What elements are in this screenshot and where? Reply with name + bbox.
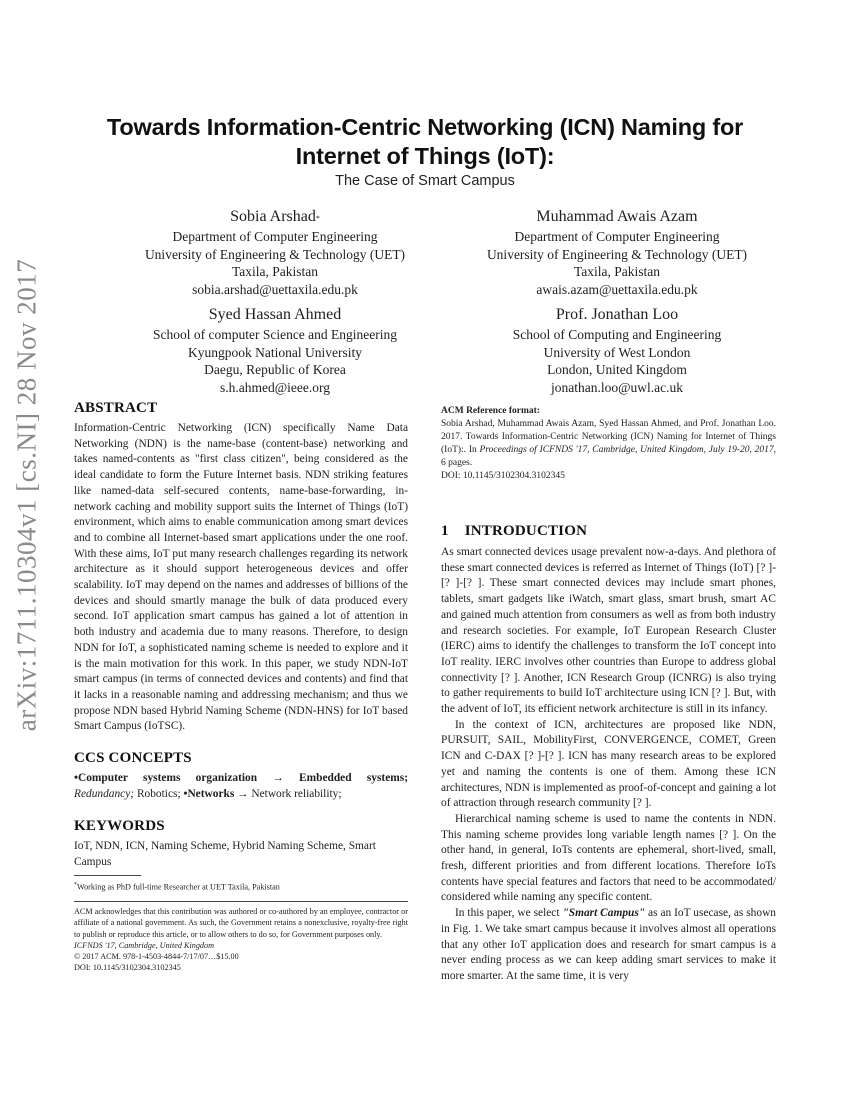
author-location: Daegu, Republic of Korea (204, 362, 346, 377)
author-name: Prof. Jonathan Loo (555, 306, 679, 323)
author-block (110, 304, 440, 396)
copyright-notice: ACM acknowledges that this contribution was authored or co-authored by an employee, contractor or affiliate of a national government. As such, the Government retains a nonexclusive, royalty-free right to publish or reproduce this article, or to allow others to do so, for Government purposes only. (74, 907, 408, 939)
copyright-isbn: © 2017 ACM. 978-1-4503-4844-7/17/07…$15.00 (74, 952, 239, 962)
author-footnote (74, 880, 408, 893)
footnote-divider (74, 875, 141, 876)
ccs-concept-1-target: Embedded systems; (299, 772, 408, 784)
paper-subtitle: The Case of Smart Campus (335, 173, 515, 189)
author-name: Sobia Arshad* (230, 208, 320, 225)
abstract-heading: ABSTRACT (74, 400, 158, 416)
intro-paragraph-4 (441, 906, 776, 985)
author-institution: University of Engineering & Technology (UET) (486, 246, 748, 262)
author-department: Department of Computer Engineering (514, 229, 720, 244)
author-institution: University of Engineering & Technology (UET) (144, 246, 406, 262)
intro-paragraph-2: In the context of ICN, architectures are proposed like NDN, PURSUIT, SAIL, MobilityFirst, CONVERGENCE, COMET, Green ICN and C-DAX [? ]-[? ]. ICN has many research areas to be explored yet and naming the contents is one of them. Among these ICN architectures, NDN is implemented as proof-of-concept and gaining a lot of attraction through research community [? ]. (441, 718, 776, 810)
section-title: INTRODUCTION (464, 523, 588, 539)
ccs-text (74, 771, 408, 802)
author-email[interactable]: s.h.ahmed@ieee.org (219, 379, 331, 395)
author-email[interactable]: sobia.arshad@uettaxila.edu.pk (192, 281, 358, 297)
smart-campus-emphasis: "Smart Campus" (562, 907, 646, 920)
reference-pages: 6 pages. (441, 458, 473, 468)
author-block (110, 206, 440, 298)
author-department: School of computer Science and Engineering (152, 327, 398, 342)
title-line-1: Towards Information-Centric Networking (ICN) Naming for (106, 114, 744, 140)
author-email[interactable]: awais.azam@uettaxila.edu.pk (536, 281, 698, 297)
author-location: Taxila, Pakistan (573, 264, 661, 279)
author-institution: Kyungpook National University (188, 344, 362, 360)
reference-format-label: ACM Reference format: (441, 406, 540, 416)
ccs-redundancy: Redundancy; (74, 787, 135, 800)
reference-authors: Sobia Arshad, Muhammad Awais Azam, Syed Hassan Ahmed, and Prof. Jonathan Loo. 2017. Towards Information-Centric Networking (ICN) Naming for Internet of Things (IoT):. In (441, 419, 776, 455)
introduction-heading (441, 523, 776, 540)
ccs-concept-2: •Networks (183, 787, 235, 800)
keywords-heading: KEYWORDS (74, 818, 165, 834)
author-department: School of Computing and Engineering (512, 327, 722, 342)
section-number: 1 (441, 523, 449, 539)
paper-title (70, 113, 780, 171)
arxiv-identifier[interactable]: arXiv:1711.10304v1 [cs.NI] 28 Nov 2017 (11, 258, 42, 732)
abstract-text (74, 421, 408, 735)
copyright-venue: ICFNDS '17, Cambridge, United Kingdom (74, 940, 215, 950)
reference-proceedings: Proceedings of ICFNDS '17, Cambridge, United Kingdom, July 19-20, 2017, (479, 445, 777, 455)
ccs-robotics: Robotics; (134, 787, 184, 800)
ccs-concepts-section (74, 750, 408, 802)
arrow-icon: → (234, 787, 252, 800)
intro-p4-rest: as an IoT usecase, as shown in Fig. 1. We take smart campus because it involves almost all operations that any other IoT application does and research for smart campus is a never ending process as we can keep adding smart services to make it more smarter. At the same time, it is very (441, 907, 776, 982)
keywords-text: IoT, NDN, ICN, Naming Scheme, Hybrid Naming Scheme, Smart Campus (74, 840, 376, 868)
intro-paragraph-1: As smart connected devices usage prevalent now-a-days. And plethora of these smart connected devices is referred as Internet of Things (IoT) [? ]-[? ]-[? ]. These smart connected devices may include smart phones, tablets, smart gadgets like iWatch, smart glass, smart brush, smart AC and gained much attention from consumers as well as from both industry and research societies. For example, IoT European Research Cluster (IERC) aims to identify the challenges to transform the IoT concept into IoT reality. IERC involves other countries than Europe to address global connectivity [? ]. Another, ICN Research Group (ICNRG) is also trying to gather requirements to build IoT architecture using ICN [? ]. But, with the advent of IoT, its efficient network architecture is still in its infancy. (441, 546, 776, 716)
intro-p4-start: In this paper, we select (455, 907, 563, 920)
title-line-2: Internet of Things (IoT): (295, 143, 555, 169)
reference-doi[interactable]: DOI: 10.1145/3102304.3102345 (441, 471, 565, 481)
author-block (452, 206, 782, 298)
copyright-doi[interactable]: DOI: 10.1145/3102304.3102345 (74, 963, 181, 973)
intro-paragraph-3: Hierarchical naming scheme is used to name the contents in NDN. This naming scheme provides long variable length names [? ]. On the other hand, in general, IoTs contents are ephemeral, short-lived, small, fresh, different priorities and from different locations. Therefore IoTs contents have special features and factors that need to be accommodated/ considered while naming any specific content. (441, 812, 776, 904)
author-email[interactable]: jonathan.loo@uwl.ac.uk (550, 379, 684, 395)
reference-citation (441, 418, 776, 470)
author-location: London, United Kingdom (547, 362, 687, 377)
author-department: Department of Computer Engineering (172, 229, 378, 244)
footnote-mark: * (74, 882, 77, 888)
author-institution: University of West London (543, 344, 691, 360)
ccs-heading: CCS CONCEPTS (74, 750, 192, 766)
keywords-section (74, 818, 408, 870)
copyright-divider (74, 901, 408, 902)
abstract-section (74, 400, 408, 735)
acm-reference-format (441, 405, 776, 483)
arrow-icon: → (257, 772, 300, 784)
author-block (452, 304, 782, 396)
introduction-body (441, 545, 776, 985)
footnote-text: Working as PhD full-time Researcher at UET Taxila, Pakistan (77, 882, 280, 892)
ccs-concept-2-target: Network reliability; (251, 787, 342, 800)
abstract-paragraph: Information-Centric Networking (ICN) specifically Name Data Networking (NDN) is the name-base (content-base) networking and takes named-contents as "first class citizen", being considered as the ideal candidate to form the Future Internet basis. NDN striking features like named-data self-secured contents, name-base-forwarding, in-network caching and mobility support suits the Internet of Things (IoT) environment, which aims to enable communication among smart devices and to combine all Internet-based smart applications under the one roof. With these aims, IoT put many research challenges regarding its network architecture as it should support heterogeneous devices and offer scalability. IoT may depend on the names and addresses of billions of the devices and should smartly manage the bulk of data produced every second. IoT application smart campus has gained a lot of attention in both industry and academia due to many reasons. Therefore, to design NDN for IoT, a sophisticated naming scheme is needed to explore and it is the main motivation for this work. In this paper, we study NDN-IoT smart campus (in terms of connected devices and contents) and find that it lacks in a reasonable naming and addressing mechanism; and thus we propose NDN based Hybrid Naming Scheme (NDN-HNS) for IoT based Smart Campus (IoTSC). (74, 422, 408, 733)
author-name: Muhammad Awais Azam (536, 208, 698, 225)
ccs-concept-1: •Computer systems organization (74, 772, 258, 784)
arxiv-stamp (2, 258, 52, 732)
copyright-block (74, 906, 408, 974)
author-footnote-mark: * (315, 214, 320, 223)
introduction-section (441, 523, 776, 985)
author-name: Syed Hassan Ahmed (208, 306, 342, 323)
author-location: Taxila, Pakistan (231, 264, 319, 279)
